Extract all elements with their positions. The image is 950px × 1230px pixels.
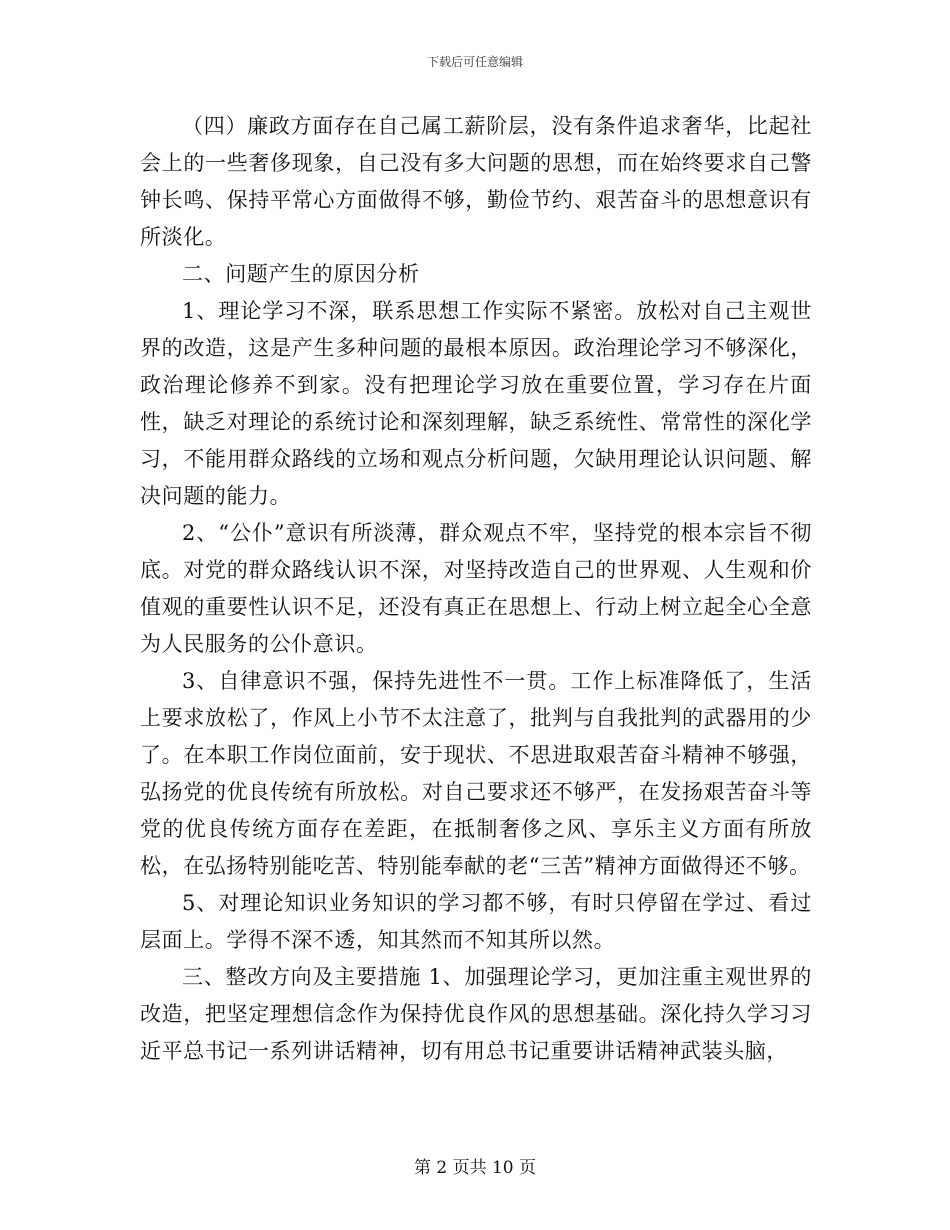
paragraph-cause-1: 1、理论学习不深，联系思想工作实际不紧密。放松对自己主观世界的改造，这是产生多种问题的最根本原因。政治理论学习不够深化，政治理论修养不到家。没有把理论学习放在重要位置，学习存在片面性，缺乏对理论的系统讨论和深刻理解，缺乏系统性、常常性的深化学习，不能用群众路线的立场和观点分析问题，欠缺用理论认识问题、解决问题的能力。 [140, 299, 812, 508]
page-header: 下载后可任意编辑 [426, 55, 523, 69]
document-body [140, 108, 812, 1070]
page-number-footer: 第 2 页共 10 页 [413, 1158, 537, 1178]
paragraph-rectification: 三、整改方向及主要措施 1、加强理论学习，更加注重主观世界的改造，把坚定理想信念作为保持优良作风的思想基础。深化持久学习习近平总书记一系列讲话精神，切有用总书记重要讲话精神武装头脑， [140, 965, 812, 1063]
paragraph-integrity: （四）廉政方面存在自己属工薪阶层，没有条件追求奢华，比起社会上的一些奢侈现象，自己没有多大问题的思想，而在始终要求自己警钟长鸣、保持平常心方面做得不够，勤俭节约、艰苦奋斗的思想意识有所淡化。 [140, 114, 812, 249]
paragraph-cause-5: 5、对理论知识业务知识的学习都不够，有时只停留在学过、看过层面上。学得不深不透，知其然而不知其所以然。 [140, 891, 812, 952]
section-heading-causes: 二、问题产生的原因分析 [182, 262, 420, 286]
paragraph-cause-3: 3、自律意识不强，保持先进性不一贯。工作上标准降低了，生活上要求放松了，作风上小节不太注意了，批判与自我批判的武器用的少了。在本职工作岗位面前，安于现状、不思进取艰苦奋斗精神不够强，弘扬党的优良传统有所放松。对自己要求还不够严，在发扬艰苦奋斗等党的优良传统方面存在差距，在抵制奢侈之风、享乐主义方面有所放松，在弘扬特别能吃苦、特别能奉献的老“三苦”精神方面做得还不够。 [140, 669, 812, 878]
paragraph-cause-2: 2、“公仆”意识有所淡薄，群众观点不牢，坚持党的根本宗旨不彻底。对党的群众路线认识不深，对坚持改造自己的世界观、人生观和价值观的重要性认识不足，还没有真正在思想上、行动上树立起全心全意为人民服务的公仆意识。 [140, 521, 812, 656]
